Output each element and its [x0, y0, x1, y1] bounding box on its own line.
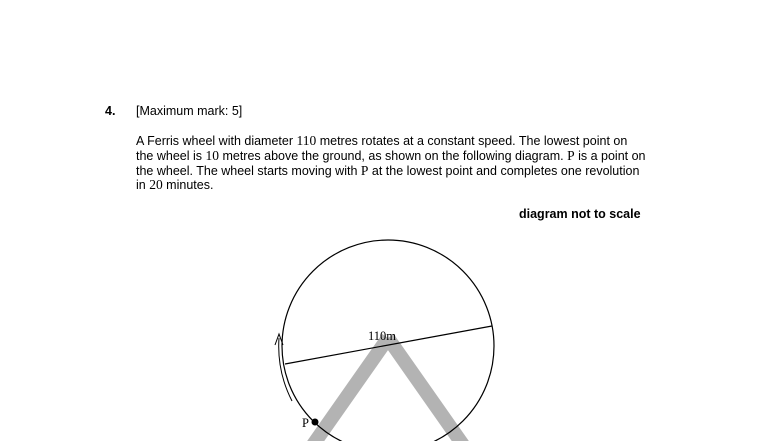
- maximum-mark: [Maximum mark: 5]: [136, 104, 243, 118]
- question-number: 4.: [105, 104, 116, 118]
- question-line-2: the wheel is 10 metres above the ground, as shown on the following diagram. P is a point on: [136, 147, 646, 163]
- left-support-leg: [308, 338, 388, 441]
- point-symbol: P: [567, 147, 575, 163]
- rotation-arrow: [279, 338, 292, 401]
- right-support-leg: [388, 338, 468, 441]
- height-value: 10: [205, 147, 219, 163]
- question-line-1: A Ferris wheel with diameter 110 metres rotates at a constant speed. The lowest point on: [136, 133, 628, 148]
- diameter-label: 110m: [368, 329, 397, 343]
- diameter-value: 110: [296, 133, 317, 148]
- question-line-3: the wheel. The wheel starts moving with P at the lowest point and completes one revolution: [136, 162, 640, 178]
- point-p-marker: [312, 419, 319, 426]
- point-symbol: P: [360, 162, 369, 178]
- question-line-4: in 20 minutes.: [136, 177, 214, 193]
- diagram-scale-note: diagram not to scale: [519, 207, 641, 221]
- point-p-label: P: [302, 416, 309, 430]
- time-value: 20: [149, 177, 163, 193]
